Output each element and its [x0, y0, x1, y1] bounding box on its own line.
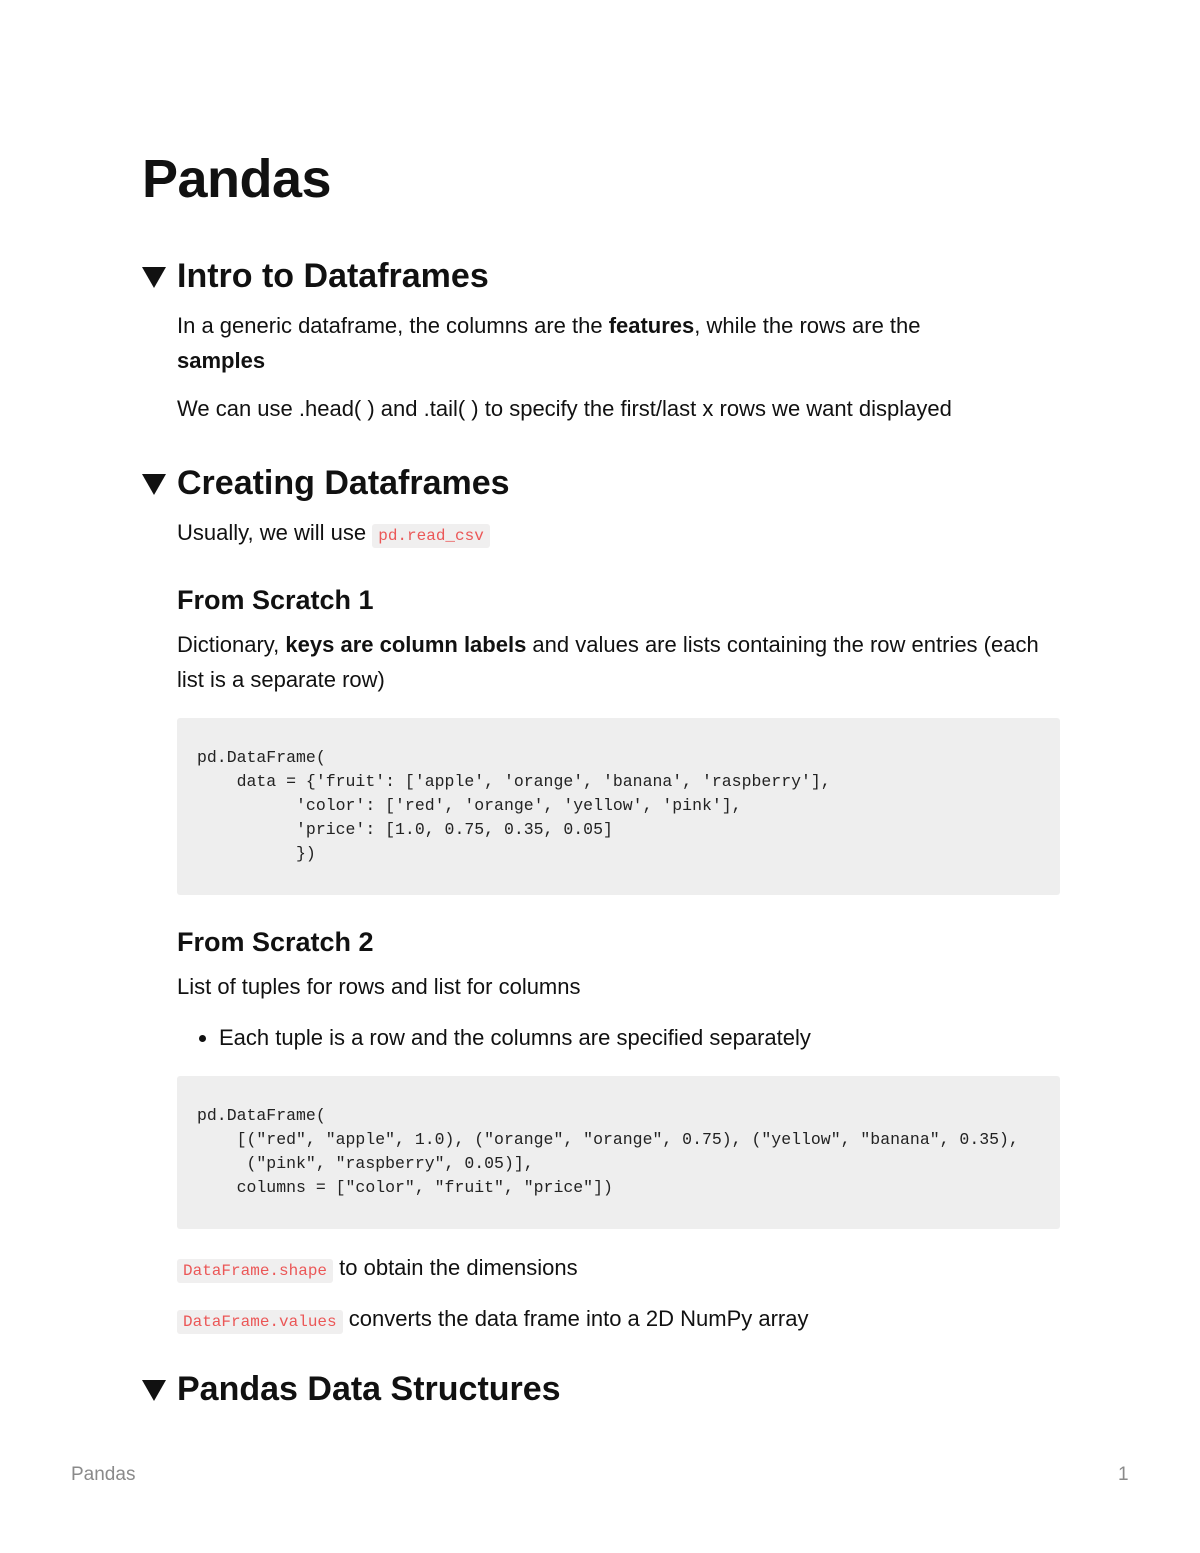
section-intro	[142, 254, 1062, 426]
text: to obtain the dimensions	[333, 1255, 578, 1280]
bold-text: features	[608, 313, 695, 338]
text: converts the data frame into a 2D NumPy array	[342, 1306, 809, 1331]
values-paragraph	[177, 1301, 1062, 1340]
intro-paragraph-1	[177, 308, 1062, 378]
inline-code: DataFrame.values	[177, 1310, 343, 1334]
toggle-heading-creating[interactable]	[142, 461, 1062, 505]
bullet-list	[177, 1020, 1062, 1055]
page-number: 1	[1118, 1464, 1129, 1485]
page-title: Pandas	[142, 149, 332, 209]
toggle-heading-intro[interactable]	[142, 254, 1062, 298]
footer-title: Pandas	[71, 1464, 136, 1485]
scratch2-paragraph: List of tuples for rows and list for columns	[177, 974, 581, 999]
triangle-down-icon[interactable]	[142, 474, 166, 495]
subheading-scratch-1: From Scratch 1	[177, 585, 374, 615]
triangle-down-icon[interactable]	[142, 1380, 166, 1401]
text: In a generic dataframe, the columns are the	[177, 313, 609, 338]
text: Usually, we will use	[177, 520, 373, 545]
scratch1-paragraph	[177, 627, 1057, 697]
subheading-scratch-2: From Scratch 2	[177, 927, 374, 957]
intro-paragraph-2: We can use .head( ) and .tail( ) to specify the first/last x rows we want displayed	[177, 396, 952, 421]
text: Dictionary,	[177, 632, 286, 657]
bold-text: samples	[177, 348, 266, 373]
shape-paragraph	[177, 1250, 1062, 1289]
heading-text: Intro to Dataframes	[177, 257, 489, 295]
text: , while the rows are the	[694, 313, 921, 338]
heading-text: Creating Dataframes	[177, 464, 510, 502]
section-creating	[142, 461, 1062, 1340]
text: and values are lists containing the row entries (each list is a separate row)	[177, 632, 1039, 692]
usually-paragraph	[177, 515, 1062, 554]
section-structures	[142, 1367, 1062, 1411]
bold-text: keys are column labels	[285, 632, 527, 657]
inline-code: DataFrame.shape	[177, 1259, 333, 1283]
code-block-scratch-1[interactable]: pd.DataFrame( data = {'fruit': ['apple', 'orange', 'banana', 'raspberry'], 'color': ['red', 'orange', 'yellow', 'pink'], 'price': [1.0, 0.75, 0.35, 0.05] })	[177, 718, 1060, 895]
triangle-down-icon[interactable]	[142, 267, 166, 288]
list-item: • Each tuple is a row and the columns are specified separately	[219, 1020, 1062, 1055]
toggle-heading-structures[interactable]	[142, 1367, 1062, 1411]
code-block-scratch-2[interactable]: pd.DataFrame( [("red", "apple", 1.0), ("orange", "orange", 0.75), ("yellow", "banana", 0.35), ("pink", "raspberry", 0.05)], columns = ["color", "fruit", "price"])	[177, 1076, 1060, 1229]
heading-text: Pandas Data Structures	[177, 1370, 561, 1408]
inline-code: pd.read_csv	[372, 524, 490, 548]
